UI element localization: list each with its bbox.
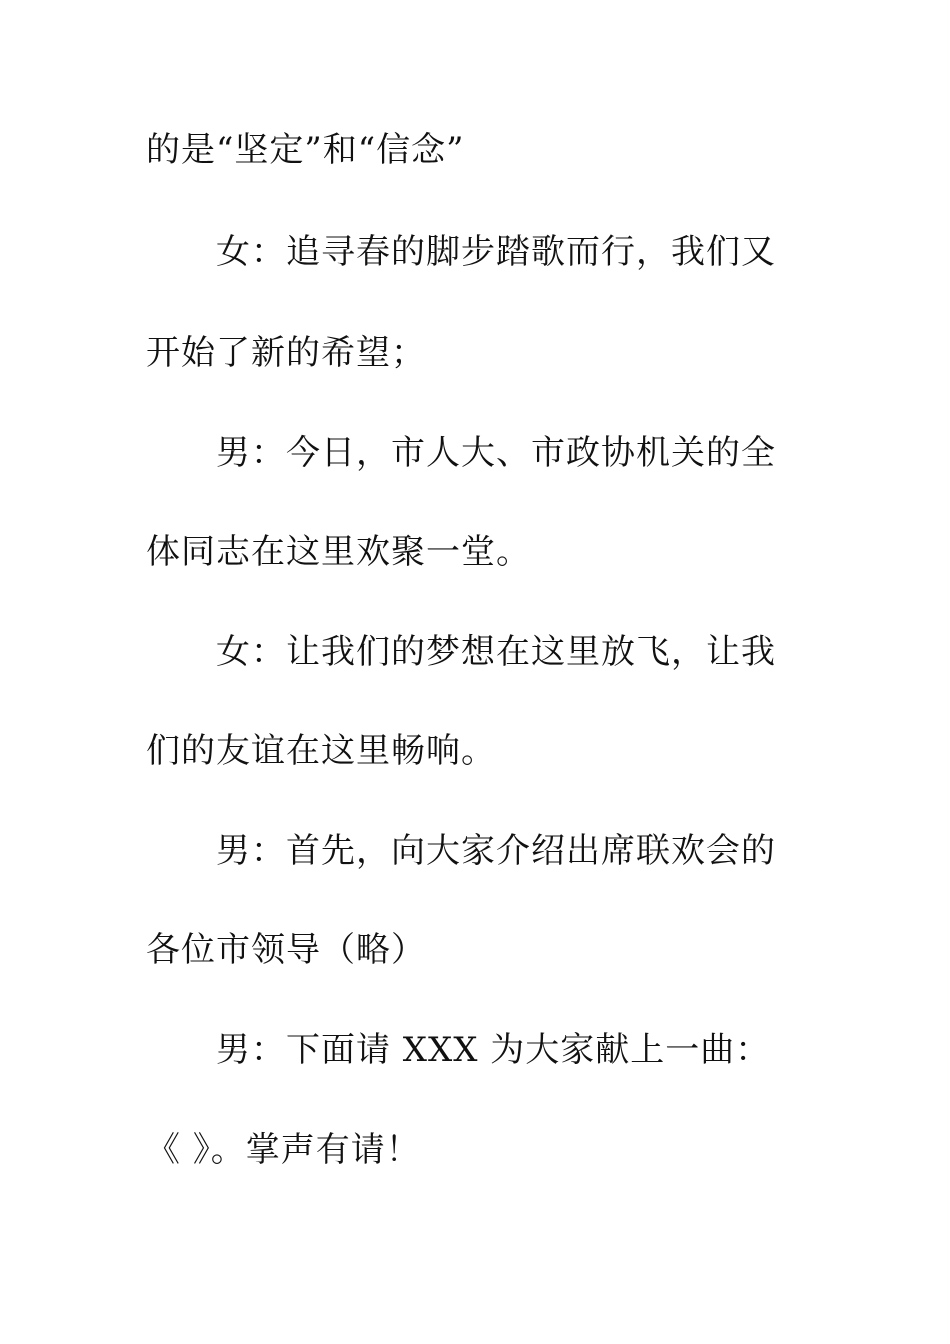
paragraph-female-line-1: 女：追寻春的脚步踏歌而行，我们又 [216,232,776,272]
text-line: 《 》。掌声有请！ [146,1130,421,1170]
text-line: 开始了新的希望； [146,333,426,373]
text-line: 们的友谊在这里畅响。 [146,731,496,771]
paragraph-male-line-3: 男：下面请 XXX 为大家献上一曲： [216,1030,771,1070]
text-line: 体同志在这里欢聚一堂。 [146,532,531,572]
paragraph-female-line-2: 女：让我们的梦想在这里放飞，让我 [216,632,776,672]
paragraph-male-line-1: 男：今日，市人大、市政协机关的全 [216,433,776,473]
text-line: 各位市领导（略） [146,930,426,970]
text-line: 的是“坚定”和“信念” [146,130,465,170]
paragraph-male-line-2: 男：首先，向大家介绍出席联欢会的 [216,831,776,871]
